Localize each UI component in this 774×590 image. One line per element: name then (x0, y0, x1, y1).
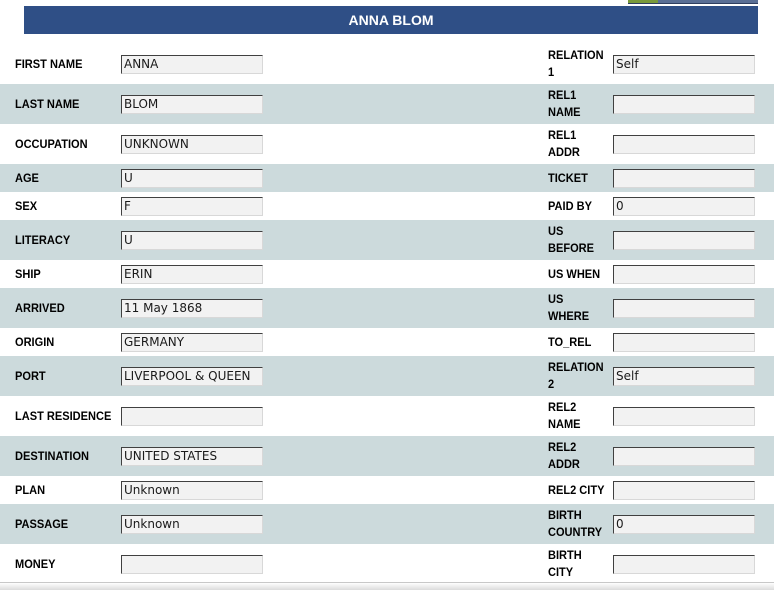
field-label-line2: CITY (548, 565, 574, 579)
field-label-line2: ADDR (548, 457, 580, 471)
field-label-line1: REL2 CITY (548, 483, 605, 497)
field-label-line1: RELATION (548, 360, 604, 374)
field-label: PLAN (15, 483, 46, 497)
field-label: AGE (15, 171, 39, 185)
field-input[interactable] (613, 333, 755, 352)
bottom-edge (0, 582, 774, 590)
field-input[interactable]: 0 (613, 197, 755, 216)
field-label (548, 439, 580, 473)
field-label: MONEY (15, 557, 56, 571)
field-label-line1: US (548, 224, 564, 238)
top-scroll-control[interactable] (628, 0, 758, 4)
field-label-line1: BIRTH (548, 508, 582, 522)
field-row (0, 124, 774, 164)
field-label (548, 266, 600, 283)
field-label-line1: TICKET (548, 171, 588, 185)
field-label-line1: PAID BY (548, 199, 592, 213)
field-row (0, 544, 774, 584)
field-input[interactable]: ERIN (121, 265, 263, 284)
field-label (548, 359, 604, 393)
field-label (548, 547, 582, 581)
field-input[interactable]: Unknown (121, 481, 263, 500)
field-label: PASSAGE (15, 517, 69, 531)
field-label: OCCUPATION (15, 137, 88, 151)
field-label (548, 170, 588, 187)
field-label (548, 482, 604, 499)
field-label (548, 87, 581, 121)
field-label: SEX (15, 199, 38, 213)
field-input[interactable] (613, 135, 755, 154)
field-label-line1: TO_REL (548, 335, 592, 349)
field-label (548, 334, 591, 351)
field-label-line1: REL1 (548, 128, 577, 142)
field-input[interactable]: UNITED STATES (121, 447, 263, 466)
field-input[interactable] (613, 407, 755, 426)
field-input[interactable]: LIVERPOOL & QUEEN (121, 367, 263, 386)
field-input[interactable] (613, 169, 755, 188)
field-input[interactable] (613, 555, 755, 574)
field-input[interactable]: ANNA (121, 55, 263, 74)
field-label-line2: WHERE (548, 309, 590, 323)
field-label: LITERACY (15, 233, 71, 247)
field-label (548, 507, 602, 541)
record-title: ANNA BLOM (24, 6, 758, 34)
field-row (0, 220, 774, 260)
field-label: ARRIVED (15, 301, 65, 315)
field-input[interactable] (121, 407, 263, 426)
field-label: LAST NAME (15, 97, 80, 111)
field-row (0, 328, 774, 356)
field-input[interactable] (613, 481, 755, 500)
field-label-line1: REL1 (548, 88, 577, 102)
field-label: FIRST NAME (15, 57, 83, 71)
field-row (0, 396, 774, 436)
field-label-line2: 2 (548, 377, 555, 391)
field-label-line1: RELATION (548, 48, 604, 62)
field-label-line2: BEFORE (548, 241, 595, 255)
field-input[interactable]: 0 (613, 515, 755, 534)
field-label-line2: NAME (548, 417, 581, 431)
field-label-line2: 1 (548, 65, 555, 79)
field-label: ORIGIN (15, 335, 55, 349)
field-label-line1: BIRTH (548, 548, 582, 562)
field-label: DESTINATION (15, 449, 90, 463)
field-label-line1: US WHEN (548, 267, 601, 281)
field-row (0, 504, 774, 544)
field-label (548, 47, 604, 81)
field-label-line2: NAME (548, 105, 581, 119)
field-label (548, 198, 592, 215)
field-input[interactable]: Self (613, 55, 755, 74)
field-row (0, 260, 774, 288)
field-label: LAST RESIDENCE (15, 409, 112, 423)
field-label: PORT (15, 369, 46, 383)
field-label-line2: ADDR (548, 145, 580, 159)
field-input[interactable]: UNKNOWN (121, 135, 263, 154)
field-input[interactable] (121, 555, 263, 574)
field-label-line1: REL2 (548, 400, 577, 414)
field-input[interactable]: F (121, 197, 263, 216)
field-label-line2: COUNTRY (548, 525, 603, 539)
field-label (548, 127, 580, 161)
field-input[interactable]: U (121, 231, 263, 250)
field-label (548, 291, 589, 325)
field-row (0, 356, 774, 396)
field-input[interactable] (613, 265, 755, 284)
field-input[interactable]: GERMANY (121, 333, 263, 352)
field-label (548, 223, 594, 257)
field-input[interactable]: U (121, 169, 263, 188)
field-input[interactable] (613, 447, 755, 466)
field-input[interactable]: 11 May 1868 (121, 299, 263, 318)
field-row (0, 436, 774, 476)
field-row (0, 476, 774, 504)
field-input[interactable]: Self (613, 367, 755, 386)
field-label: SHIP (15, 267, 41, 281)
field-row (0, 288, 774, 328)
field-row (0, 192, 774, 220)
field-row (0, 44, 774, 84)
scroll-thumb[interactable] (628, 0, 658, 3)
field-input[interactable] (613, 231, 755, 250)
field-input[interactable] (613, 95, 755, 114)
field-label-line1: US (548, 292, 564, 306)
field-input[interactable] (613, 299, 755, 318)
field-input[interactable]: Unknown (121, 515, 263, 534)
field-label (548, 399, 581, 433)
field-row (0, 84, 774, 124)
field-label-line1: REL2 (548, 440, 577, 454)
field-row (0, 164, 774, 192)
field-input[interactable]: BLOM (121, 95, 263, 114)
